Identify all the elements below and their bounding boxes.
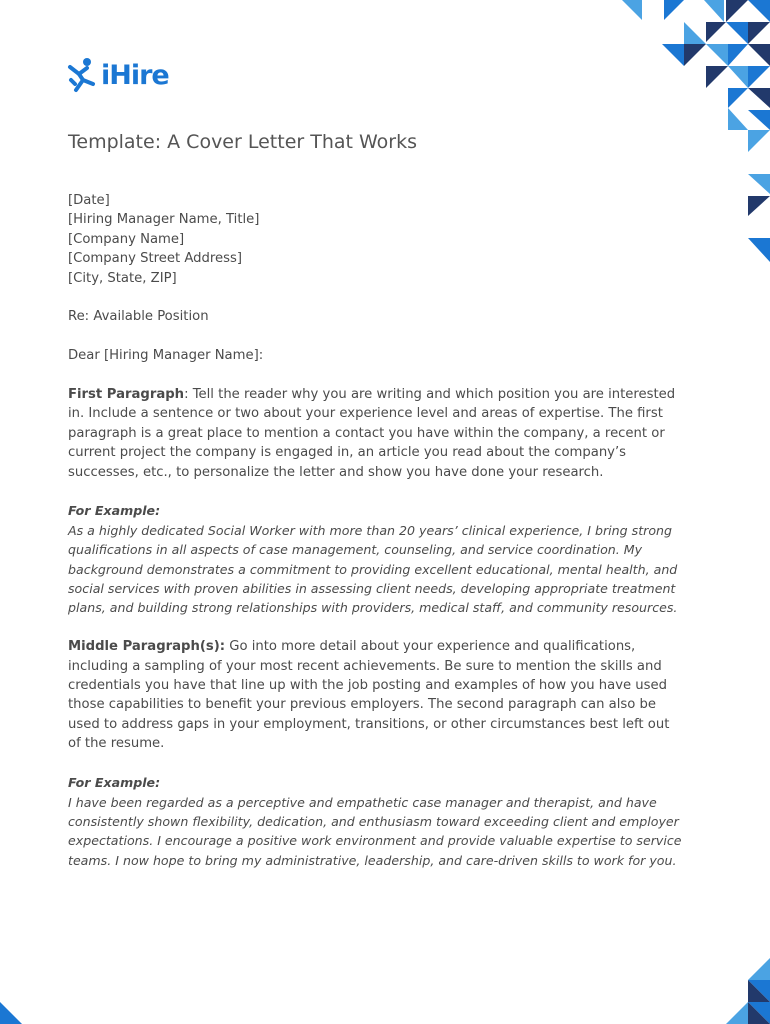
example-1-text: As a highly dedicated Social Worker with more than 20 years’ clinical experience, I bring strong qualifications in all aspects of case management, counseling, and service coordination. My background demonstrates a commitment to providing excellent educational, mental health, and social services with proven abilities in assessing client needs, developing appropriate treatment plans, and building strong relationships with providers, medical staff, and community resources. [68,522,678,616]
example-block-2 [68,773,682,870]
example-block-1 [68,501,682,617]
address-line-street: [Company Street Address] [68,251,242,267]
first-paragraph-text: : Tell the reader why you are writing and which position you are interested in. Include a sentence or two about your experience level and areas of expertise. The first paragraph is a great place to mention a contact you have within the company, a recent or current project the company is engaged in, an article you read about the company’s successes, etc., to personalize the letter and show you have done your research. [68,387,676,480]
example-1-label: For Example: [68,503,161,519]
page-title: Template: A Cover Letter That Works [68,131,418,153]
salutation: Dear [Hiring Manager Name]: [68,348,264,364]
brand-logo [67,55,169,95]
corner-decoration-bottom-left [0,1002,22,1024]
re-line: Re: Available Position [68,309,209,325]
first-paragraph-label: First Paragraph [68,387,185,403]
letter-body [68,191,682,890]
address-line-company-name: [Company Name] [68,231,185,247]
address-line-city: [City, State, ZIP] [68,270,177,286]
ihire-figure-icon [67,57,97,93]
logo-text: iHire [101,59,169,91]
address-line-date: [Date] [68,193,110,208]
example-2-text: I have been regarded as a perceptive and empathetic case manager and therapist, and have consistently shown flexibility, dedication, and enthusiasm toward exceeding client and employer expectations. I encourage a positive work environment and provide valuable expertise to service teams. I now hope to bring my administrative, leadership, and care-driven skills to work for you. [68,794,682,868]
address-block [68,191,682,288]
first-paragraph [68,385,682,482]
middle-paragraph-label: Middle Paragraph(s): [68,639,226,655]
address-line-hiring-manager: [Hiring Manager Name, Title] [68,212,260,228]
middle-paragraph-text: Go into more detail about your experience and qualifications, including a sampling of your most recent achievements. Be sure to mention the skills and credentials you have that line up with the job posting and examples of how you have used those capabilities to benefit your previous employers. The second paragraph can also be used to address gaps in your employment, transitions, or other circumstances best left out of the resume. [68,639,670,752]
example-2-label: For Example: [68,775,161,791]
corner-decoration-bottom-right [726,958,770,1024]
middle-paragraph [68,637,682,753]
